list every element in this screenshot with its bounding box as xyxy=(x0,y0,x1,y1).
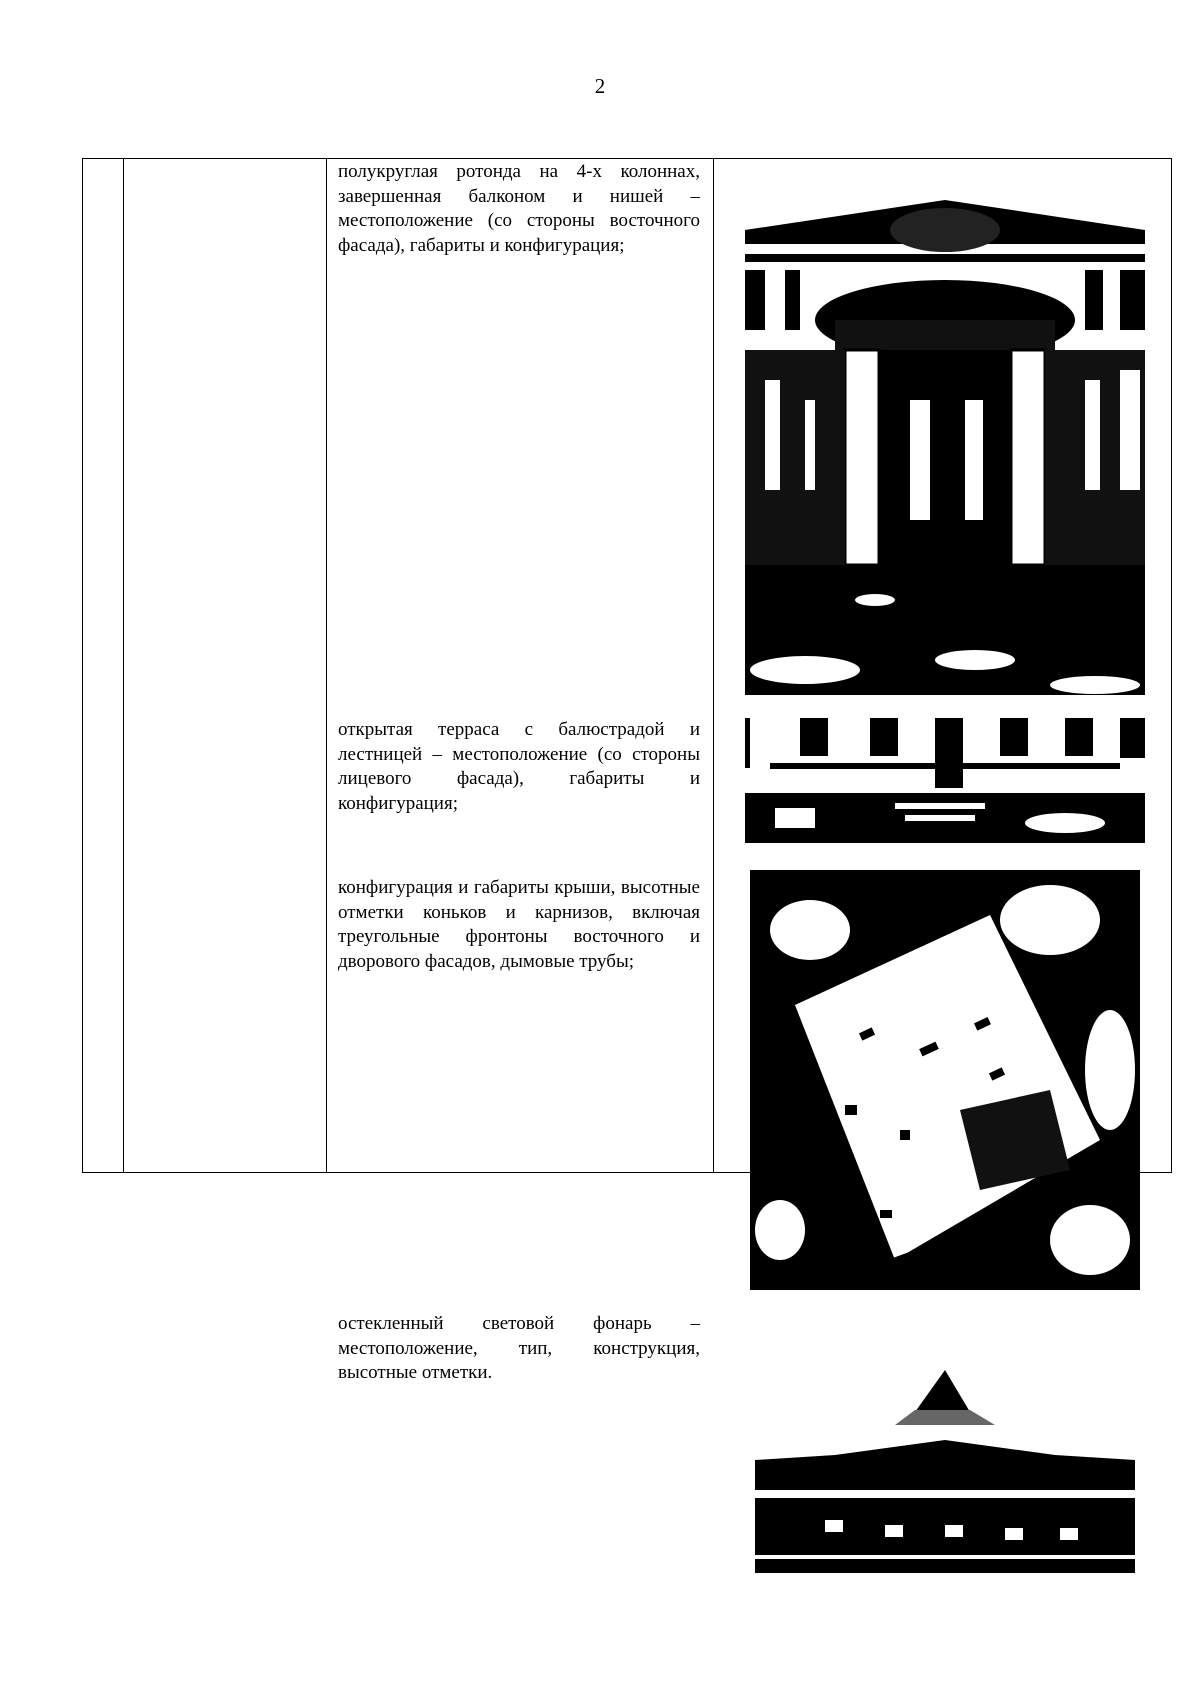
rotunda-photo xyxy=(745,200,1145,695)
roof-aerial-photo xyxy=(750,870,1140,1290)
column-divider xyxy=(123,159,124,1172)
row-description: остекленный световой фонарь – местоположение, тип, конструкция, высотные отметки. xyxy=(338,1313,700,1384)
skylight-photo xyxy=(755,1370,1135,1573)
page-number: 2 xyxy=(594,74,606,98)
row-description: открытая терраса с балюстрадой и лестницей – местоположение (со стороны лицевого фасада), габариты и конфигурация; xyxy=(338,719,700,814)
column-divider xyxy=(326,159,327,1172)
column-divider xyxy=(713,159,714,1172)
row-description: полукруглая ротонда на 4-х колоннах, завершенная балконом и нишей – местоположение (со стороны восточного фасада), габариты и конфигурация; xyxy=(338,161,700,256)
row-description: конфигурация и габариты крыши, высотные отметки коньков и карнизов, включая треугольные фронтоны восточного и дворового фасадов, дымовые трубы; xyxy=(338,877,700,972)
terrace-photo xyxy=(745,718,1145,843)
